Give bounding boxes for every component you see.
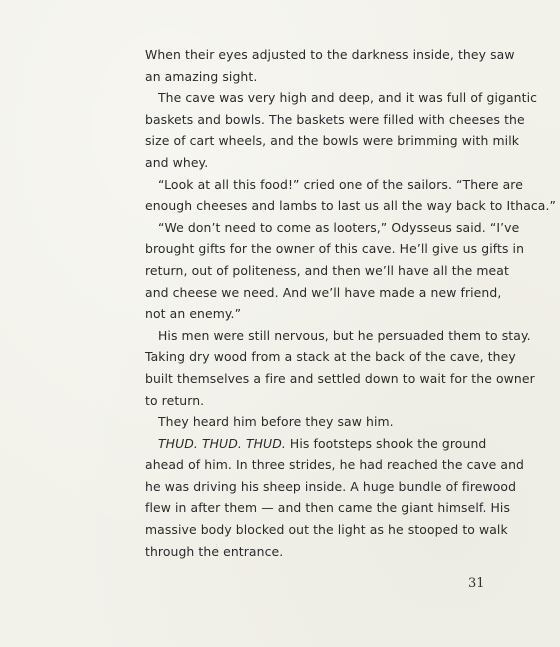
text-line: size of cart wheels, and the bowls were brimming with milk <box>145 133 520 149</box>
text-line: baskets and bowls. The baskets were filled with cheeses the <box>145 111 525 127</box>
text-line: and whey. <box>145 154 209 170</box>
text-line: and cheese we need. And we’ll have made a new friend, <box>145 284 502 300</box>
text-line: built themselves a fire and settled down to wait for the owner <box>145 370 535 386</box>
text-line: brought gifts for the owner of this cave. He’ll give us gifts in <box>145 241 525 257</box>
text-line-rest: His footsteps shook the ground <box>285 435 487 451</box>
text-line: His men were still nervous, but he persuaded them to stay. <box>158 327 531 343</box>
text-line: The cave was very high and deep, and it was full of gigantic <box>158 90 538 106</box>
text-line: not an enemy.” <box>145 306 242 322</box>
emphasis-text: THUD. THUD. THUD. <box>158 435 286 451</box>
text-line: ahead of him. In three strides, he had reached the cave and <box>145 457 525 473</box>
text-line: to return. <box>145 392 205 408</box>
text-line: through the entrance. <box>145 543 284 559</box>
text-line: massive body blocked out the light as he stooped to walk <box>145 522 508 538</box>
text-line: “We don’t need to come as looters,” Odysseus said. “I’ve <box>158 219 520 235</box>
text-line: flew in after them — and then came the giant himself. His <box>145 500 511 516</box>
text-line: an amazing sight. <box>145 68 258 84</box>
text-line: “Look at all this food!” cried one of the sailors. “There are <box>158 176 523 192</box>
text-line: return, out of politeness, and then we’ll have all the meat <box>145 262 509 278</box>
text-line <box>145 433 520 455</box>
story-text <box>145 44 557 562</box>
text-line: When their eyes adjusted to the darkness inside, they saw <box>145 47 515 62</box>
page-number: 31 <box>468 576 485 591</box>
text-line: Taking dry wood from a stack at the back of the cave, they <box>145 349 516 365</box>
text-line: They heard him before they saw him. <box>158 414 394 430</box>
text-line: enough cheeses and lambs to last us all the way back to Ithaca.” <box>145 198 557 214</box>
text-line: he was driving his sheep inside. A huge bundle of firewood <box>145 478 517 494</box>
